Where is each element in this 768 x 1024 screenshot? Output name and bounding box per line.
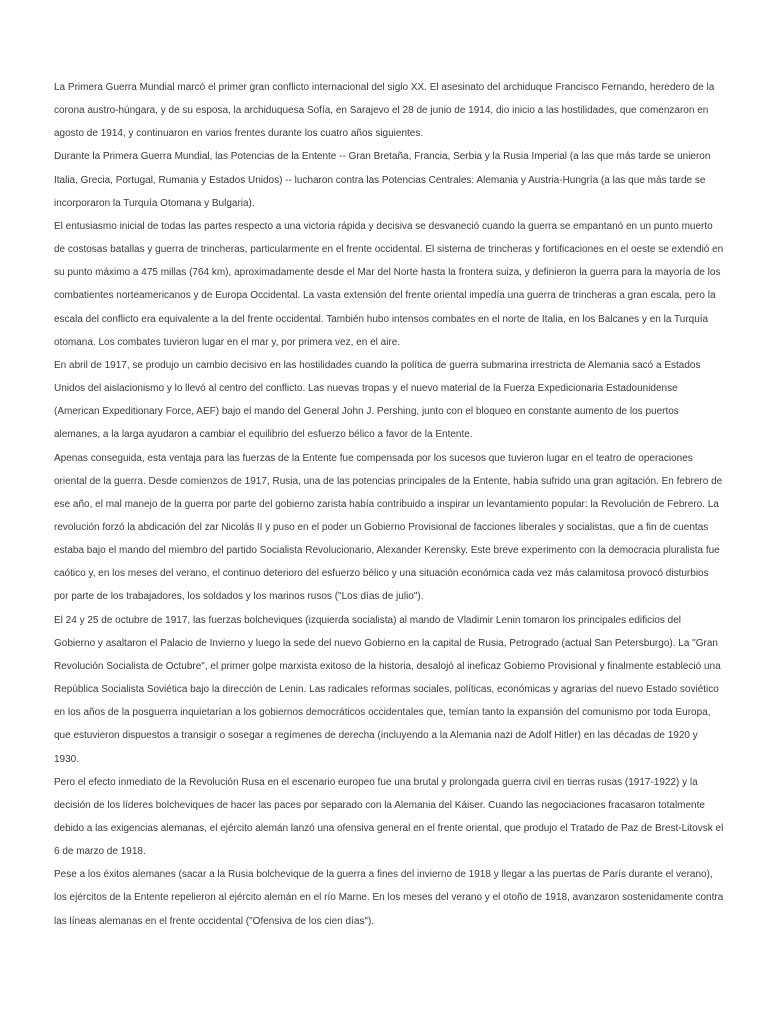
document-body [54,76,724,933]
paragraph: La Primera Guerra Mundial marcó el primer gran conflicto internacional del siglo XX. El asesinato del archiduque Francisco Fernando, heredero de la corona austro-húngara, y de su esposa, la archiduquesa Sofía, en Sarajevo el 28 de junio de 1914, dio inicio a las hostilidades, que comenzaron en agosto de 1914, y continuaron en varios frentes durante los cuatro años siguientes. [54,82,715,140]
paragraph: Pese a los éxitos alemanes (sacar a la Rusia bolchevique de la guerra a fines del invierno de 1918 y llegar a las puertas de París durante el verano), los ejércitos de la Entente repelieron al ejército alemán en el río Marne. En los meses del verano y el otoño de 1918, avanzaron sostenidamente contra las líneas alemanas en el frente occidental ("Ofensiva de los cien días"). [54,869,724,927]
paragraph: En abril de 1917, se produjo un cambio decisivo en las hostilidades cuando la política de guerra submarina irrestricta de Alemania sacó a Estados Unidos del aislacionismo y lo llevó al centro del conflicto. Las nuevas tropas y el nuevo material de la Fuerza Expedicionaria Estadounidense (American Expeditionary Force, AEF) bajo el mando del General John J. Pershing, junto con el bloqueo en constante aumento de los puertos alemanes, a la larga ayudaron a cambiar el equilibrio del esfuerzo bélico a favor de la Entente. [54,359,701,441]
paragraph: El entusiasmo inicial de todas las partes respecto a una victoria rápida y decisiva se desvaneció cuando la guerra se empantanó en un punto muerto de costosas batallas y guerra de trincheras, particularmente en el frente occidental. El sistema de trincheras y fortificaciones en el oeste se extendió en su punto máximo a 475 millas (764 km), aproximadamente desde el Mar del Norte hasta la frontera suiza, y definieron la guerra para la mayoría de los combatientes norteamericanos y de Europa Occidental. La vasta extensión del frente oriental impedía una guerra de trincheras a gran escala, pero la escala del conflicto era equivalente a la del frente occidental. También hubo intensos combates en el norte de Italia, en los Balcanes y en la Turquía otomana. Los combates tuvieron lugar en el mar y, por primera vez, en el aire. [54,220,724,348]
paragraph: Pero el efecto inmediato de la Revolución Rusa en el escenario europeo fue una brutal y prolongada guerra civil en tierras rusas (1917-1922) y la decisión de los líderes bolcheviques de hacer las paces por separado con la Alemania del Káiser. Cuando las negociaciones fracasaron totalmente debido a las exigencias alemanas, el ejército alemán lanzó una ofensiva general en el frente oriental, que produjo el Tratado de Paz de Brest-Litovsk el 6 de marzo de 1918. [54,776,724,858]
paragraph: El 24 y 25 de octubre de 1917, las fuerzas bolcheviques (izquierda socialista) al mando de Vladimir Lenin tomaron los principales edificios del Gobierno y asaltaron el Palacio de Invierno y luego la sede del nuevo Gobierno en la capital de Rusia, Petrogrado (actual San Petersburgo). La "Gran Revolución Socialista de Octubre", el primer golpe marxista exitoso de la historia, desalojó al ineficaz Gobierno Provisional y finalmente estableció una República Socialista Soviética bajo la dirección de Lenin. Las radicales reformas sociales, políticas, económicas y agrarias del nuevo Estado soviético en los años de la posguerra inquietarían a los gobiernos democráticos occidentales que, temían tanto la expansión del comunismo por toda Europa, que estuvieron dispuestos a transigir o sosegar a regímenes de derecha (incluyendo a la Alemania nazi de Adolf Hitler) en las décadas de 1920 y 1930. [54,614,721,765]
paragraph: Durante la Primera Guerra Mundial, las Potencias de la Entente -- Gran Bretaña, Francia, Serbia y la Rusia Imperial (a las que más tarde se unieron Italia, Grecia, Portugal, Rumania y Estados Unidos) -- lucharon contra las Potencias Centrales: Alemania y Austria-Hungría (a las que más tarde se incorporaron la Turquía Otomana y Bulgaria). [54,151,711,209]
paragraph: Apenas conseguida, esta ventaja para las fuerzas de la Entente fue compensada por los sucesos que tuvieron lugar en el teatro de operaciones oriental de la guerra. Desde comienzos de 1917, Rusia, una de las potencias principales de la Entente, había sufrido una gran agitación. En febrero de ese año, el mal manejo de la guerra por parte del gobierno zarista había contribuido a inspirar un levantamiento popular: la Revolución de Febrero. La revolución forzó la abdicación del zar Nicolás II y puso en el poder un Gobierno Provisional de facciones liberales y socialistas, que a fin de cuentas estaba bajo el mando del miembro del partido Socialista Revolucionario, Alexander Kerensky. Este breve experimento con la democracia pluralista fue caótico y, en los meses del verano, el continuo deterioro del esfuerzo bélico y una situación económica cada vez más calamitosa provocó disturbios por parte de los trabajadores, los soldados y los marinos rusos ("Los días de julio"). [54,452,723,603]
